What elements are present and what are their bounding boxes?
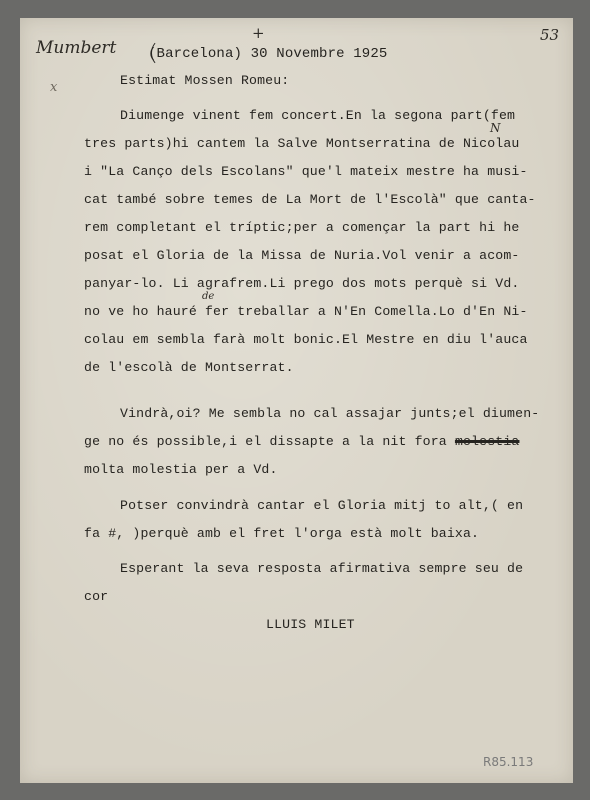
signature: LLUIS MILET bbox=[266, 617, 355, 632]
body-line-3: i "La Canço dels Escolans" que'l mateix mestre ha musi- bbox=[84, 164, 528, 179]
p3-line-2: fa #, )perquè amb el fret l'orga està molt baixa. bbox=[84, 526, 480, 541]
body-line-2: tres parts)hi cantem la Salve Montserratina de Nicolau bbox=[84, 136, 520, 151]
letter-sheet bbox=[20, 18, 573, 783]
body-line-8: no ve ho hauré fer treballar a N'En Comella.Lo d'En Ni- bbox=[84, 304, 528, 319]
handwritten-insert-n: N bbox=[490, 121, 501, 135]
page-number: 53 bbox=[540, 26, 560, 44]
place-date: (Barcelona) 30 Novembre 1925 bbox=[148, 46, 388, 62]
p2-line-2 bbox=[84, 434, 519, 449]
recipient-annotation: Mumbert bbox=[36, 38, 117, 58]
salutation: Estimat Mossen Romeu: bbox=[120, 73, 290, 88]
margin-mark: x bbox=[50, 80, 58, 95]
body-line-4: cat també sobre temes de La Mort de l'Escolà" que canta- bbox=[84, 192, 536, 207]
p4-line-2: cor bbox=[84, 589, 109, 604]
p2-line-1: Vindrà,oi? Me sembla no cal assajar junts;el diumen- bbox=[120, 406, 540, 421]
p3-line-1: Potser convindrà cantar el Gloria mitj to alt,( en bbox=[120, 498, 524, 513]
p2-line-3: molta molestia per a Vd. bbox=[84, 462, 278, 477]
body-line-1: Diumenge vinent fem concert.En la segona part(fem bbox=[120, 108, 516, 123]
archive-reference: R85.113 bbox=[483, 755, 534, 769]
p2-line-2-text: ge no és possible,i el dissapte a la nit fora bbox=[84, 434, 455, 449]
handwritten-insert-de: de bbox=[202, 291, 215, 302]
body-line-10: de l'escolà de Montserrat. bbox=[84, 360, 294, 375]
plus-mark: + bbox=[252, 24, 265, 42]
body-line-5: rem completant el tríptic;per a començar la part hi he bbox=[84, 220, 520, 235]
body-line-9: colau em sembla farà molt bonic.El Mestre en diu l'auca bbox=[84, 332, 528, 347]
body-line-6: posat el Gloria de la Missa de Nuria.Vol venir a acom- bbox=[84, 248, 520, 263]
struck-word: molestia bbox=[454, 434, 520, 449]
body-line-7: panyar-lo. Li agrafrem.Li prego dos mots perquè si Vd. bbox=[84, 276, 520, 291]
p4-line-1: Esperant la seva resposta afirmativa sempre seu de bbox=[120, 561, 524, 576]
